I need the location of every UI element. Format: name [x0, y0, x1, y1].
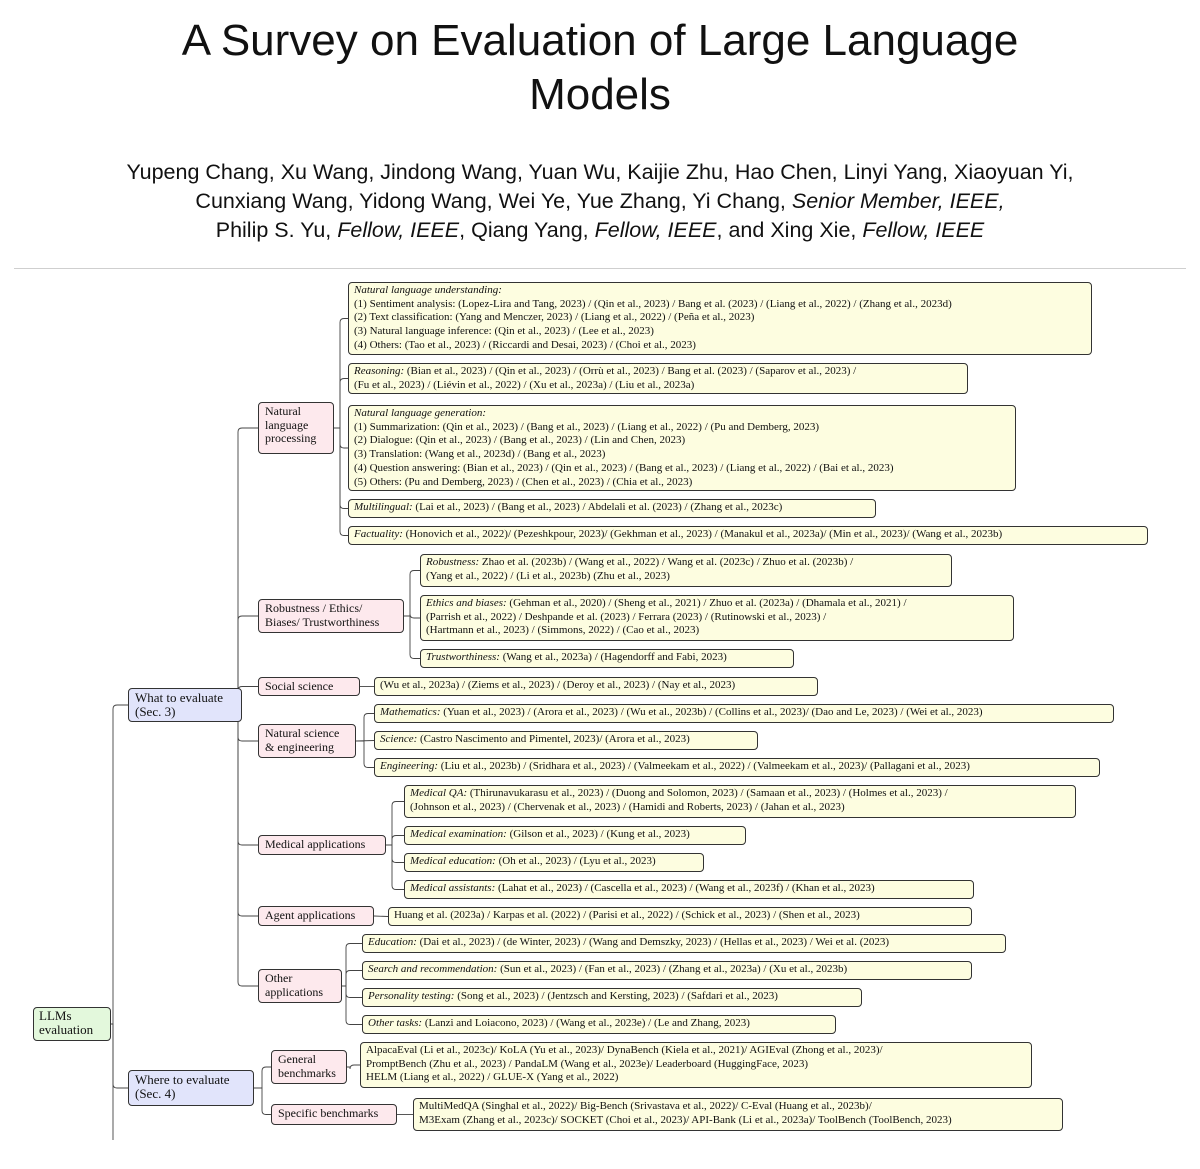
- subcategory-node-gen: [271, 1050, 347, 1084]
- leaf-line: [354, 325, 1086, 339]
- root-node-llms-evaluation: [33, 1007, 111, 1041]
- author-names: Philip S. Yu,: [215, 218, 332, 242]
- leaf-line: [426, 624, 1008, 638]
- leaf-line: [426, 570, 946, 584]
- node-label-line: Specific benchmarks: [278, 1106, 379, 1120]
- node-label-line: Robustness / Ethics/: [265, 601, 363, 615]
- leaf-citations: (Lanzi and Loiacono, 2023) / (Wang et al., 2023e) / (Le and Zhang, 2023): [422, 1017, 750, 1029]
- author-list: [0, 158, 1200, 245]
- leaf-node-specleaf: [413, 1098, 1063, 1131]
- edge-other-othertasks: [342, 986, 362, 1025]
- node-label-line: LLMs: [39, 1008, 72, 1023]
- edge-other-education: [342, 944, 362, 987]
- leaf-line: [380, 706, 1108, 720]
- node-label-line: Social science: [265, 679, 334, 693]
- leaf-citations: Zhao et al. (2023b) / (Wang et al., 2022) / Wang et al. (2023c) / Zhuo et al. (2023b) /: [479, 556, 854, 568]
- edge-rob-robust: [404, 571, 420, 617]
- node-label-line: language: [265, 417, 309, 432]
- leaf-line: [426, 651, 788, 665]
- edge-agent-agentleaf: [374, 916, 388, 917]
- leaf-citations: MultiMedQA (Singhal et al., 2022)/ Big-Bench (Srivastava et al., 2022)/ C-Eval (Huang et al., 2023b)/: [419, 1100, 872, 1112]
- leaf-line: [410, 882, 968, 896]
- subcategory-node-soc: [258, 677, 360, 696]
- leaf-line: [354, 501, 870, 515]
- leaf-citations: (Honovich et al., 2022)/ (Pezeshkpour, 2023)/ (Gekhman et al., 2023) / (Manakul et al., 2023a)/ (Min et al., 2023)/ (Wang et al., 2023b): [402, 528, 1003, 540]
- leaf-line: [366, 1058, 1026, 1072]
- leaf-line: [354, 434, 1010, 448]
- leaf-citations: (Song et al., 2023) / (Jentzsch and Kersting, 2023) / (Safdari et al., 2023): [454, 990, 778, 1002]
- leaf-topic: Reasoning:: [354, 365, 405, 377]
- leaf-node-genleaf: [360, 1042, 1032, 1088]
- edge-root-where: [111, 1024, 128, 1088]
- author-names: Cunxiang Wang, Yidong Wang, Wei Ye, Yue Zhang, Yi Chang,: [195, 189, 786, 213]
- leaf-node-search: [362, 961, 972, 980]
- edge-med-medexam: [386, 836, 404, 846]
- leaf-line: [426, 597, 1008, 611]
- leaf-line: [368, 936, 1000, 950]
- leaf-line: [426, 611, 1008, 625]
- leaf-citations: (Hartmann et al., 2023) / (Simmons, 2022) / (Cao et al., 2023): [426, 624, 700, 637]
- category-node-what: [128, 688, 242, 722]
- node-label-line: evaluation: [39, 1022, 94, 1037]
- leaf-citations: (Castro Nascimento and Pimentel, 2023)/ (Arora et al., 2023): [417, 733, 690, 745]
- leaf-citations: (Fu et al., 2023) / (Liévin et al., 2022) / (Xu et al., 2023a) / (Liu et al., 2023a): [354, 378, 695, 391]
- leaf-node-math: [374, 704, 1114, 723]
- subcategory-node-other: [258, 969, 342, 1003]
- leaf-node-medexam: [404, 826, 746, 845]
- leaf-citations: (Wang et al., 2023a) / (Hagendorff and Fabi, 2023): [499, 651, 727, 663]
- leaf-line: [366, 1071, 1026, 1085]
- leaf-line: [354, 298, 1086, 312]
- leaf-citations: (4) Others: (Tao et al., 2023) / (Riccardi and Desai, 2023) / (Choi et al., 2023): [354, 338, 696, 351]
- edge-what-med: [238, 705, 258, 845]
- leaf-line: [354, 311, 1086, 325]
- node-label-line: Where to evaluate: [135, 1072, 230, 1087]
- leaf-line: [368, 963, 966, 977]
- subcategory-node-spec: [271, 1104, 397, 1125]
- author-line-2: [0, 187, 1200, 216]
- leaf-topic: Robustness:: [426, 556, 480, 568]
- leaf-line: [354, 421, 1010, 435]
- leaf-node-othertasks: [362, 1015, 836, 1034]
- author-role: Fellow, IEEE: [594, 218, 717, 242]
- leaf-node-ethics: [420, 595, 1014, 641]
- leaf-topic: Other tasks:: [368, 1017, 423, 1029]
- leaf-topic: Ethics and biases:: [426, 597, 507, 609]
- edge-med-mededu: [386, 845, 404, 863]
- leaf-node-social: [374, 677, 818, 696]
- leaf-line: [354, 379, 962, 393]
- leaf-citations: (3) Natural language inference: (Qin et al., 2023) / (Lee et al., 2023): [354, 325, 654, 338]
- leaf-citations: (Liu et al., 2023b) / (Sridhara et al., 2023) / (Valmeekam et al., 2022) / (Valmeekam et al., 2023)/ (Pallagani et al., 2023): [438, 760, 970, 772]
- leaf-citations: Huang et al. (2023a) / Karpas et al. (2022) / (Parisi et al., 2022) / (Schick et al., 2023) / (Shen et al., 2023): [394, 909, 860, 921]
- leaf-line: [394, 909, 966, 923]
- leaf-node-agentleaf: [388, 907, 972, 926]
- edge-nse-math: [356, 714, 374, 742]
- node-label-line: processing: [265, 431, 317, 445]
- leaf-citations: (Bian et al., 2023) / (Qin et al., 2023) / (Orrù et al., 2023) / Bang et al. (2023) / (Saparov et al., 2023) /: [404, 365, 857, 377]
- leaf-topic: Medical assistants:: [410, 882, 496, 894]
- author-line-1: Yupeng Chang, Xu Wang, Jindong Wang, Yuan Wu, Kaijie Zhu, Hao Chen, Linyi Yang, Xiaoyuan Yi,: [126, 160, 1074, 184]
- edge-nse-engineering: [356, 741, 374, 768]
- paper-title: [0, 14, 1200, 122]
- leaf-topic: Science:: [380, 733, 418, 745]
- leaf-citations: (Yuan et al., 2023) / (Arora et al., 2023) / (Wu et al., 2023b) / (Collins et al., 2023)/ (Dao and Le, 2023) / (Wei et al., 2023): [440, 706, 983, 718]
- leaf-citations: HELM (Liang et al., 2022) / GLUE-X (Yang et al., 2022): [366, 1071, 619, 1084]
- leaf-citations: (4) Question answering: (Bian et al., 2023) / (Qin et al., 2023) / (Bang et al., 2023) / (Liang et al., 2022) / (Bai et al., 2023): [354, 461, 894, 474]
- title-line-1: A Survey on Evaluation of Large Language: [181, 16, 1019, 65]
- leaf-line: [380, 733, 752, 747]
- leaf-citations: (Gehman et al., 2020) / (Sheng et al., 2021) / Zhuo et al. (2023a) / (Dhamala et al., 2021) /: [506, 597, 907, 609]
- edge-what-agent: [238, 705, 258, 916]
- author-line-3: [0, 216, 1200, 245]
- leaf-line: [354, 462, 1010, 476]
- leaf-citations: (Wu et al., 2023a) / (Ziems et al., 2023) / (Deroy et al., 2023) / (Nay et al., 2023): [380, 679, 736, 691]
- node-label-line: Biases/ Trustworthiness: [265, 614, 380, 629]
- edge-rob-trust: [404, 616, 420, 659]
- author-names: , Qiang Yang,: [459, 218, 589, 242]
- node-label-line: Agent applications: [265, 908, 356, 922]
- leaf-line: [419, 1100, 1057, 1114]
- subcategory-node-rob: [258, 599, 404, 633]
- leaf-line: [419, 1114, 1057, 1128]
- author-names: , and Xing Xie,: [716, 218, 857, 242]
- edge-med-medqa: [386, 802, 404, 846]
- leaf-line: [354, 448, 1010, 462]
- title-line-2: Models: [529, 70, 671, 119]
- taxonomy-figure: [14, 268, 1186, 1169]
- edge-other-personality: [342, 986, 362, 998]
- leaf-citations: AlpacaEval (Li et al., 2023c)/ KoLA (Yu et al., 2023)/ DynaBench (Kiela et al., 2021)/ AGIEval (Zhong et al., 2023)/: [366, 1044, 883, 1056]
- edge-nlp-multi: [334, 428, 348, 509]
- leaf-node-engineering: [374, 758, 1100, 777]
- subcategory-node-nlp: [258, 402, 334, 454]
- leaf-node-personality: [362, 988, 862, 1007]
- leaf-topic: Personality testing:: [368, 990, 455, 1002]
- leaf-topic: Natural language generation:: [354, 407, 486, 419]
- leaf-citations: (Sun et al., 2023) / (Fan et al., 2023) / (Zhang et al., 2023a) / (Xu et al., 2023b): [497, 963, 848, 975]
- edge-med-medassist: [386, 845, 404, 890]
- leaf-line: [354, 365, 962, 379]
- leaf-citations: M3Exam (Zhang et al., 2023c)/ SOCKET (Choi et al., 2023)/ API-Bank (Li et al., 2023a)/ ToolBench (ToolBench, 2023): [419, 1113, 952, 1126]
- leaf-topic: Multilingual:: [354, 501, 413, 513]
- leaf-topic: Search and recommendation:: [368, 963, 498, 975]
- leaf-citations: (2) Text classification: (Yang and Menczer, 2023) / (Liang et al., 2022) / (Peña et al., 2023): [354, 311, 755, 324]
- leaf-line: [354, 339, 1086, 353]
- leaf-topic: Factuality:: [354, 528, 403, 540]
- leaf-node-robust: [420, 554, 952, 587]
- node-label-line: Natural: [265, 404, 301, 418]
- leaf-citations: (Johnson et al., 2023) / (Chervenak et al., 2023) / (Hamidi and Roberts, 2023) / (Jahan et al., 2023): [410, 800, 845, 813]
- leaf-citations: (Gilson et al., 2023) / (Kung et al., 2023): [506, 828, 690, 840]
- edge-nlp-nlu: [334, 319, 348, 429]
- edge-nlp-nlg: [334, 428, 348, 448]
- leaf-line: [354, 407, 1010, 421]
- node-label-line: benchmarks: [278, 1065, 336, 1080]
- subcategory-node-agent: [258, 906, 374, 926]
- edge-root-what: [111, 705, 128, 1024]
- subcategory-node-nse: [258, 724, 356, 758]
- leaf-citations: (Oh et al., 2023) / (Lyu et al., 2023): [495, 855, 656, 867]
- leaf-line: [368, 990, 856, 1004]
- leaf-node-nlg: [348, 405, 1016, 491]
- leaf-line: [354, 476, 1010, 490]
- leaf-node-education: [362, 934, 1006, 953]
- leaf-topic: Medical education:: [410, 855, 496, 867]
- leaf-citations: (Thirunavukarasu et al., 2023) / (Duong and Solomon, 2023) / (Samaan et al., 2023) / (Holmes et al., 2023) /: [467, 787, 948, 799]
- node-label-line: (Sec. 4): [135, 1086, 176, 1101]
- node-label-line: & engineering: [265, 739, 334, 754]
- leaf-line: [380, 760, 1094, 774]
- leaf-line: [410, 787, 1070, 801]
- leaf-topic: Medical QA:: [410, 787, 468, 799]
- leaf-line: [426, 556, 946, 570]
- edge-nlp-reasoning: [334, 379, 348, 429]
- leaf-node-mededu: [404, 853, 704, 872]
- edge-where-gen: [254, 1067, 271, 1088]
- leaf-line: [368, 1017, 830, 1031]
- edge-gen-genleaf: [347, 1065, 360, 1069]
- node-label-line: applications: [265, 984, 323, 999]
- leaf-citations: (Lai et al., 2023) / (Bang et al., 2023) / Abdelali et al. (2023) / (Zhang et al., 2023c): [412, 501, 783, 513]
- leaf-citations: (Lahat et al., 2023) / (Cascella et al., 2023) / (Wang et al., 2023f) / (Khan et al., 2023): [495, 882, 875, 894]
- leaf-topic: Mathematics:: [380, 706, 441, 718]
- leaf-citations: (1) Summarization: (Qin et al., 2023) / (Bang et al., 2023) / (Liang et al., 2022) / (Pu and Demberg, 2023): [354, 420, 820, 433]
- leaf-citations: (5) Others: (Pu and Demberg, 2023) / (Chen et al., 2023) / (Chia et al., 2023): [354, 475, 693, 488]
- node-label-line: Natural science: [265, 726, 340, 740]
- leaf-node-medassist: [404, 880, 974, 899]
- leaf-line: [354, 528, 1142, 542]
- leaf-line: [354, 284, 1086, 298]
- leaf-citations: (2) Dialogue: (Qin et al., 2023) / (Bang et al., 2023) / (Lin and Chen, 2023): [354, 434, 686, 447]
- edge-nlp-fact: [334, 428, 348, 536]
- edge-what-other: [238, 705, 258, 986]
- leaf-citations: PromptBench (Zhu et al., 2023) / PandaLM (Wang et al., 2023e)/ Leaderboard (HuggingFace, 2023): [366, 1057, 809, 1070]
- leaf-line: [410, 828, 740, 842]
- leaf-topic: Natural language understanding:: [354, 284, 502, 296]
- leaf-node-science: [374, 731, 758, 750]
- node-label-line: (Sec. 3): [135, 704, 176, 719]
- leaf-citations: (Dai et al., 2023) / (de Winter, 2023) / (Wang and Demszky, 2023) / (Hellas et al., 2023) / Wei et al. (2023): [416, 936, 890, 948]
- node-label-line: Other: [265, 971, 293, 985]
- author-role: Senior Member, IEEE,: [791, 189, 1005, 213]
- leaf-line: [366, 1044, 1026, 1058]
- leaf-citations: (3) Translation: (Wang et al., 2023d) / (Bang et al., 2023): [354, 448, 606, 461]
- leaf-topic: Medical examination:: [410, 828, 507, 840]
- leaf-citations: (Yang et al., 2022) / (Li et al., 2023b) (Zhu et al., 2023): [426, 569, 670, 582]
- author-role: Fellow, IEEE: [337, 218, 460, 242]
- leaf-node-fact: [348, 526, 1148, 545]
- leaf-line: [410, 855, 698, 869]
- category-node-where: [128, 1070, 254, 1106]
- leaf-node-multi: [348, 499, 876, 518]
- leaf-citations: (1) Sentiment analysis: (Lopez-Lira and Tang, 2023) / (Qin et al., 2023) / Bang et al. (2023) / (Liang et al., 2022) / (Zhang et al., 2023d): [354, 297, 952, 310]
- leaf-topic: Education:: [368, 936, 417, 948]
- author-role: Fellow, IEEE: [862, 218, 985, 242]
- leaf-node-trust: [420, 649, 794, 668]
- leaf-line: [410, 801, 1070, 815]
- leaf-node-nlu: [348, 282, 1092, 355]
- edge-where-spec: [254, 1088, 271, 1115]
- node-label-line: Medical applications: [265, 837, 366, 851]
- leaf-citations: (Parrish et al., 2022) / Deshpande et al. (2023) / Ferrara (2023) / (Rutinowski et al., 2023) /: [426, 610, 827, 623]
- node-label-line: General: [278, 1052, 316, 1066]
- leaf-line: [380, 679, 812, 693]
- subcategory-node-med: [258, 835, 386, 855]
- leaf-node-reasoning: [348, 363, 968, 394]
- leaf-topic: Engineering:: [380, 760, 439, 772]
- leaf-node-medqa: [404, 785, 1076, 818]
- leaf-topic: Trustworthiness:: [426, 651, 500, 663]
- edge-other-search: [342, 971, 362, 987]
- edge-what-nlp: [238, 428, 258, 705]
- node-label-line: What to evaluate: [135, 690, 224, 705]
